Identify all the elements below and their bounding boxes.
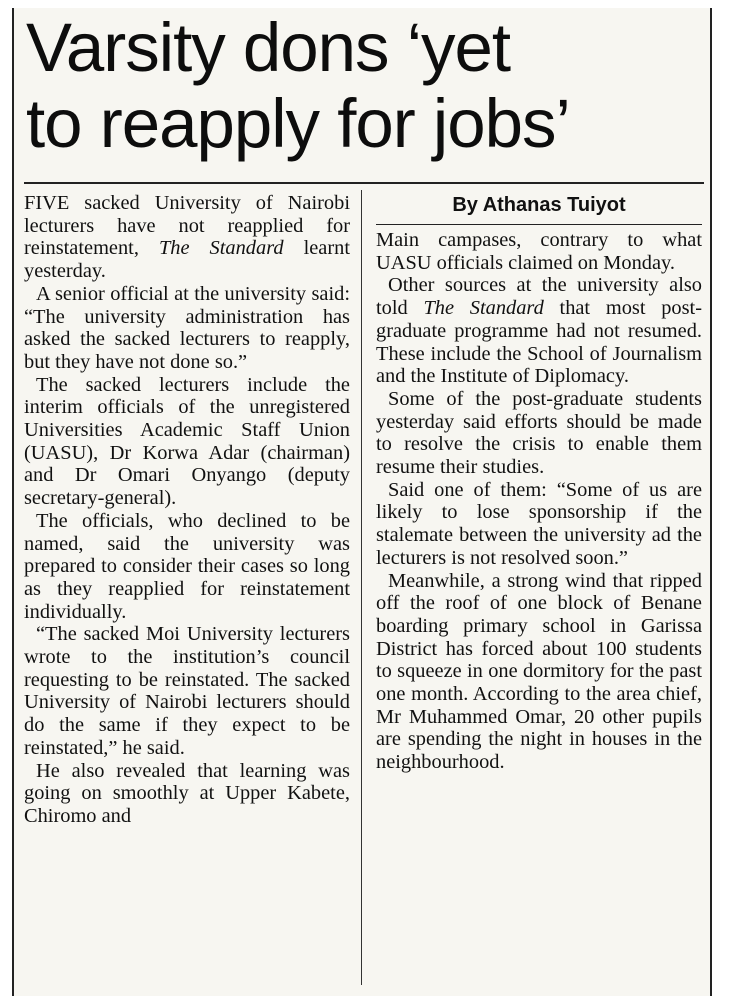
headline-line-1: Varsity dons ‘yet (26, 9, 511, 86)
paragraph-text: He also revealed that learning was going on smoothly at Upper Kabete, Chiromo and (24, 759, 350, 827)
article-paragraph (376, 388, 702, 479)
article-paragraph (24, 760, 350, 828)
article-paragraph (376, 229, 702, 274)
headline (26, 10, 706, 162)
paragraph-text: “The sacked Moi University lecturers wrote to the institution’s council requesting to be reinstated. The sacked University of Nairobi lecturers should do the same if they expect to be reinstated,” he said. (24, 623, 350, 759)
article-paragraph (24, 283, 350, 374)
article-paragraph (24, 510, 350, 624)
paragraph-text: that most post-graduate programme had not resumed. These include the School of Journalism and the Institute of Diplomacy. (376, 297, 702, 388)
paragraph-text: Other sources at the university also told (376, 274, 702, 320)
article-paragraph (24, 623, 350, 759)
publication-name: The Standard (158, 237, 284, 260)
headline-rule (24, 182, 704, 184)
paragraph-text: The officials, who declined to be named, said the university was prepared to consider their cases so long as they reapplied for reinstatement individually. (24, 509, 350, 623)
headline-line-2: to reapply for jobs’ (26, 85, 570, 162)
paragraph-text: Some of the post-graduate students yesterday said efforts should be made to resolve the crisis to enable them resume their studies. (376, 387, 702, 479)
article-paragraph (24, 374, 350, 510)
article-paragraph (376, 479, 702, 570)
publication-name: The Standard (423, 297, 544, 320)
paragraph-text: The sacked lecturers include the interim officials of the unregistered Universities Academic Staff Union (UASU), Dr Korwa Adar (chairman) and Dr Omari Onyango (deputy secretary-general). (24, 373, 350, 510)
paragraph-text: Meanwhile, a strong wind that ripped off the roof of one block of Benane boarding primary school in Garissa District has forced about 100 students to squeeze in one dormitory for the past one month. According to the area chief, Mr Muhammed Omar, 20 other pupils are spending the night in houses in the neighbourhood. (376, 569, 702, 774)
column-divider (361, 190, 362, 985)
article-paragraph (376, 570, 702, 774)
paragraph-text: FIVE sacked University of Nairobi lecturers have not reapplied for reinstatement, (24, 192, 350, 260)
paragraph-text: Main campases, contrary to what UASU officials claimed on Monday. (376, 229, 702, 274)
byline: By Athanas Tuiyot (452, 194, 626, 216)
article-paragraph (376, 274, 702, 388)
byline-rule (376, 224, 702, 225)
paragraph-text: learnt yesterday. (24, 237, 351, 283)
paragraph-text: A senior official at the university said: “The university administration has asked the sacked lecturers to reapply, but they have not done so.” (24, 282, 350, 373)
right-column (376, 229, 702, 774)
article-paragraph (24, 192, 350, 283)
left-column (24, 192, 350, 828)
paragraph-text: Said one of them: “Some of us are likely to lose sponsorship if the stalemate between the university ad the lecturers is not resolved soon.” (376, 478, 702, 569)
